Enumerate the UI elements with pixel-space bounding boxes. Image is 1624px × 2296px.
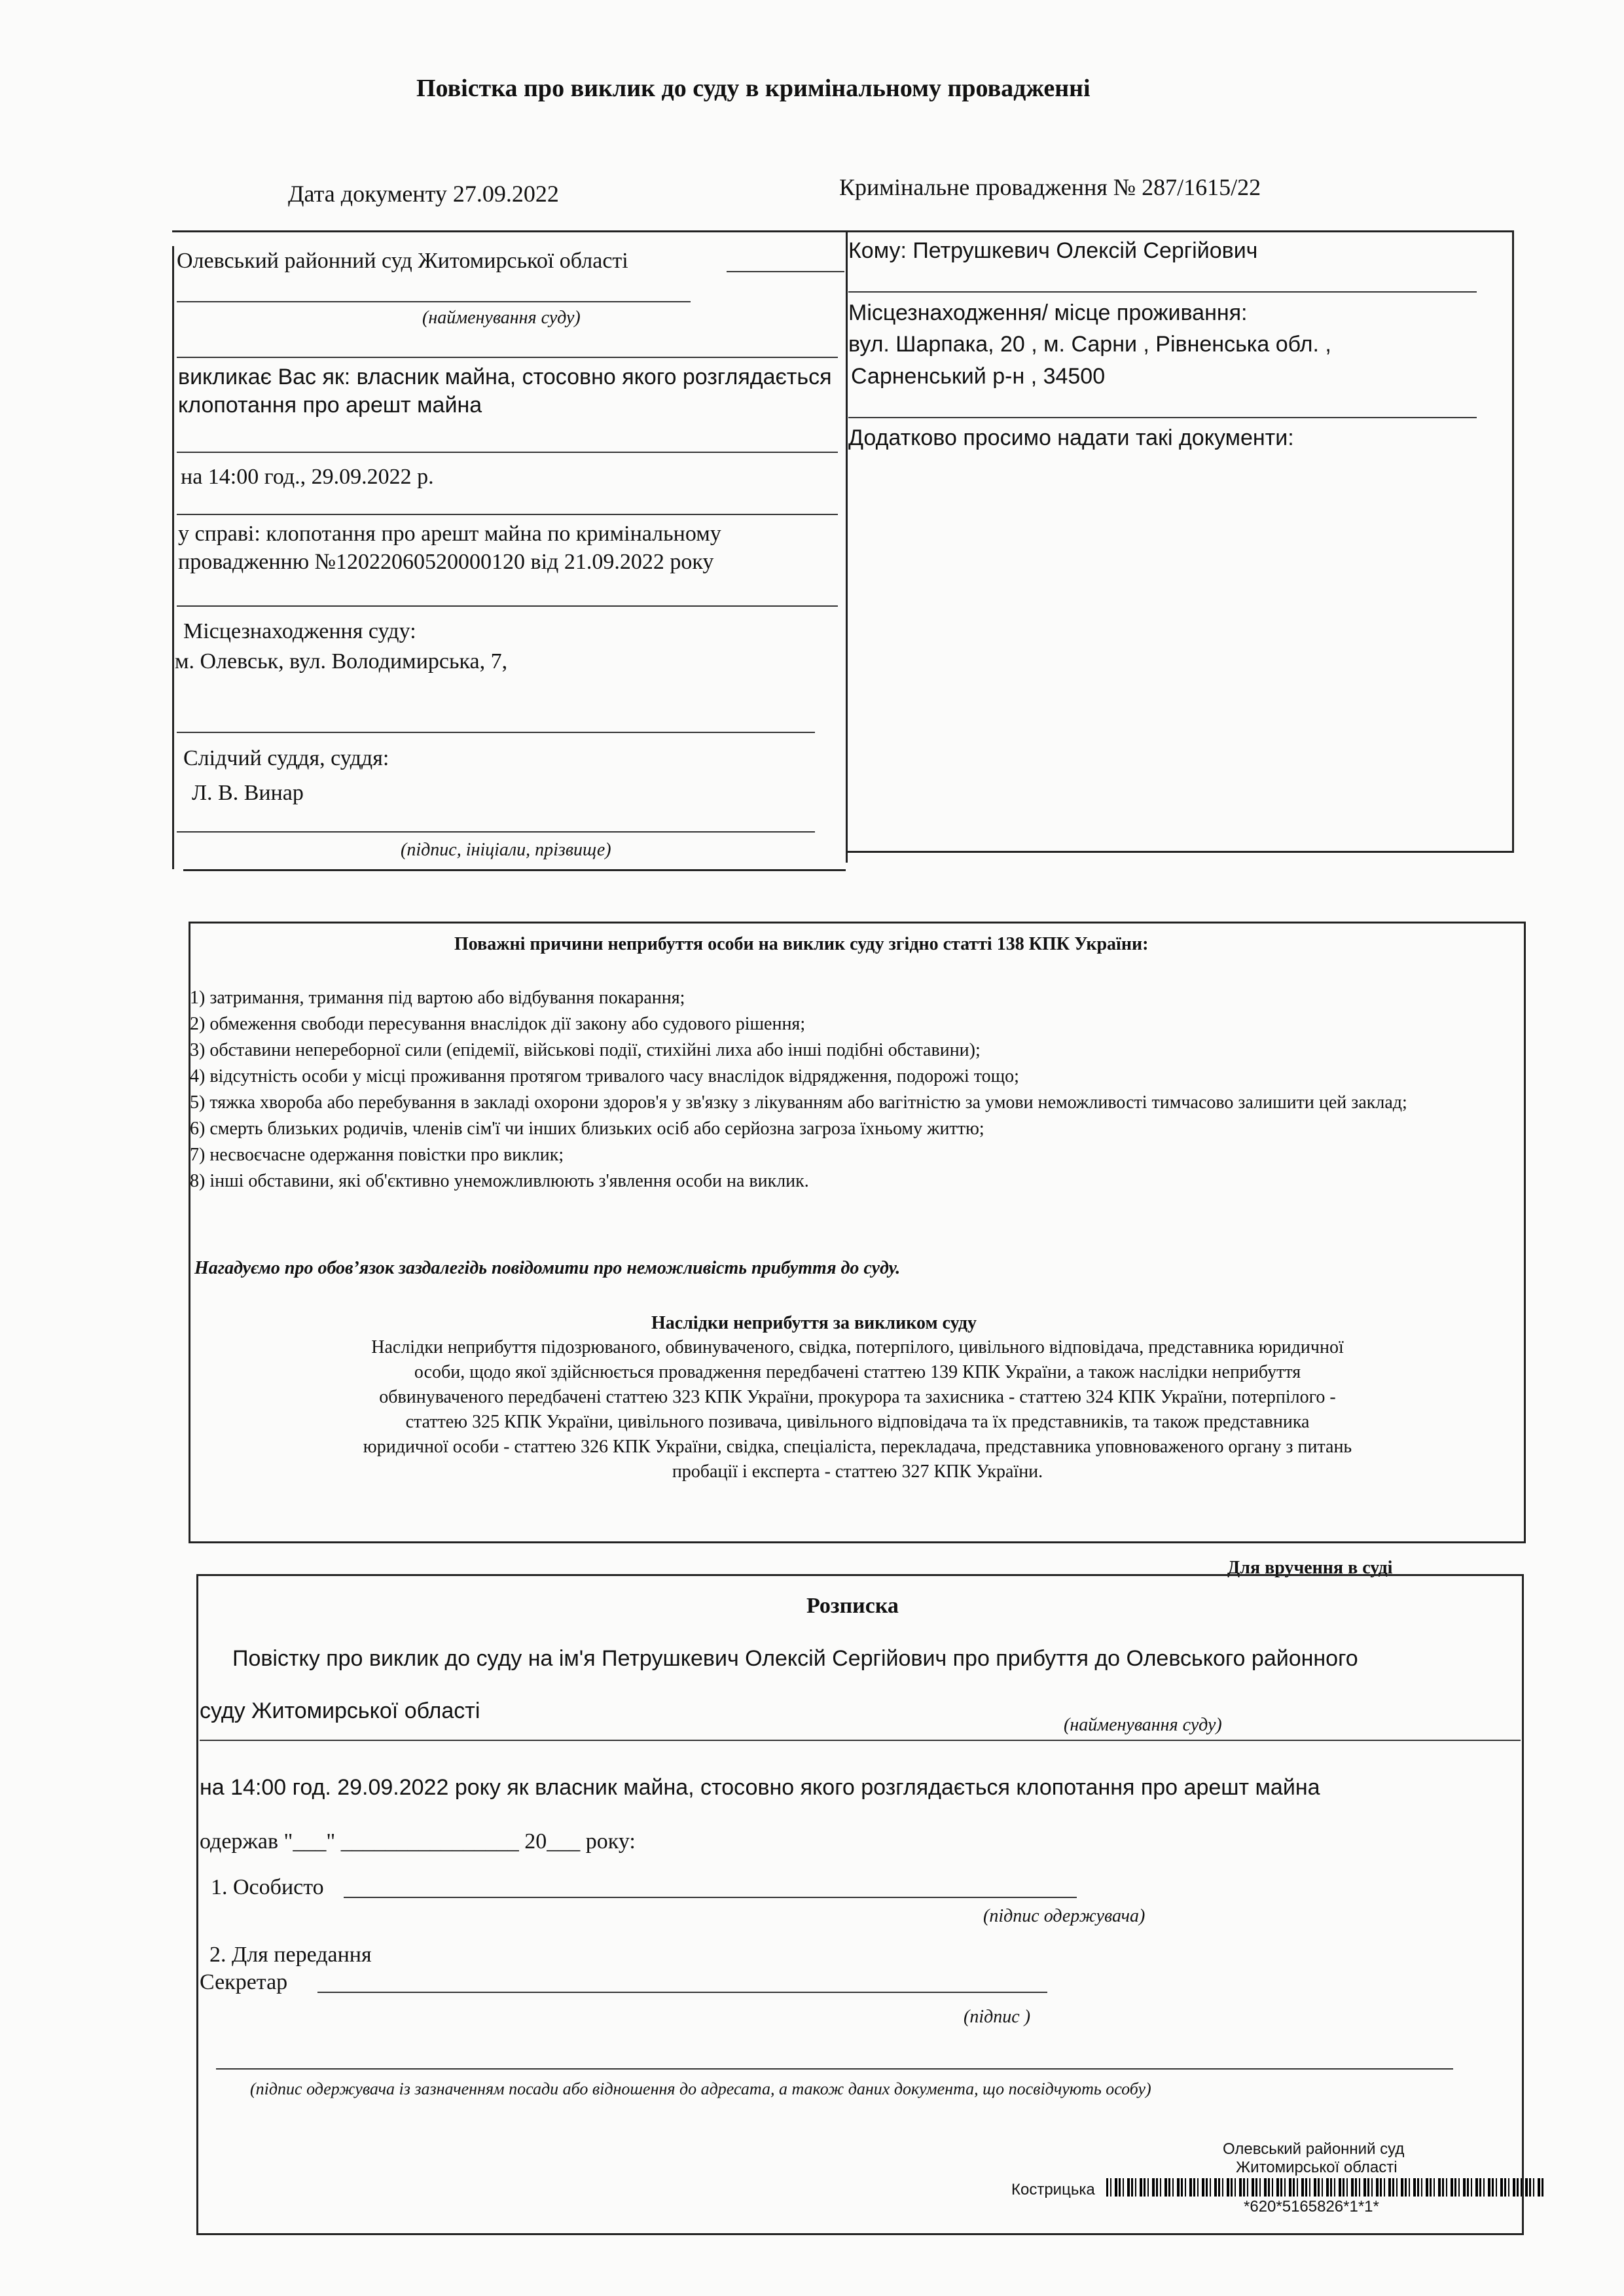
- transfer-label: 2. Для передання: [209, 1943, 372, 1967]
- consequences-text: [196, 1335, 1519, 1484]
- page-title: Повістка про виклик до суду в кримінальному провадженні: [416, 75, 1091, 102]
- consequences-heading: Наслідки неприбуття за викликом суду: [651, 1313, 977, 1333]
- received-date: одержав "___" ________________ 20___ року:: [200, 1829, 636, 1854]
- court-name-underline: [177, 301, 691, 302]
- summons-as: викликає Вас як: власник майна, стосовно якого розглядається клопотання про арешт майна: [178, 365, 832, 418]
- court-caption: (найменування суду): [422, 308, 581, 328]
- separator: [200, 1740, 1521, 1741]
- recipient: Кому: Петрушкевич Олексій Сергійович: [848, 238, 1258, 263]
- appearance-time: на 14:00 год., 29.09.2022 р.: [181, 465, 434, 489]
- list-item: 7) несвоєчасне одержання повістки про виклик;: [190, 1145, 564, 1165]
- top-border: [172, 230, 1514, 232]
- personally-label: 1. Особисто: [211, 1875, 324, 1899]
- list-item: 5) тяжка хвороба або перебування в закладі охорони здоров'я у зв'язку з лікуванням або вагітністю за умови неможливості тимчасово залишити цей заклад;: [190, 1092, 1407, 1113]
- bottom-caption: (підпис одержувача із зазначенням посади або відношення до адресата, а також даних документа, що посвідчують особу): [250, 2079, 1151, 2098]
- secretary-signature-line: [317, 1992, 1047, 1993]
- operator-name: Кострицька: [1011, 2181, 1095, 2198]
- consequences-line: статтею 325 КПК України, цивільного позивача, цивільного відповідача та їх представників, та також представника: [405, 1412, 1310, 1432]
- document-date: Дата документу 27.09.2022: [288, 181, 559, 207]
- left-border: [172, 246, 174, 869]
- left-bottom-border: [183, 869, 846, 871]
- receipt-title: Розписка: [806, 1594, 899, 1618]
- consequences-line: пробації і експерта - статтею 327 КПК України.: [672, 1462, 1043, 1482]
- receipt-box: [196, 1574, 1524, 2235]
- receipt-line-1: Повістку про виклик до суду на ім'я Петрушкевич Олексій Сергійович про прибуття до Олевського районного: [232, 1646, 1358, 1671]
- list-item: 6) смерть близьких родичів, членів сім'ї чи інших близьких осіб або серйозна загроза їхньому життю;: [190, 1119, 984, 1139]
- judge-label: Слідчий суддя, суддя:: [183, 746, 389, 770]
- bottom-signature-line: [216, 2068, 1453, 2070]
- barcode-icon: [1106, 2178, 1545, 2197]
- court-location-value: м. Олевськ, вул. Володимирська, 7,: [175, 649, 508, 673]
- judge-signature-line: [177, 831, 815, 833]
- court-name-underline-end: [727, 271, 844, 272]
- documents-request: Додатково просимо надати такі документи:: [848, 425, 1294, 450]
- consequences-line: юридичної особи - статтею 326 КПК України, свідка, спеціаліста, перекладача, представника уповноваженого органу з питань: [363, 1437, 1352, 1457]
- for-court-label: Для вручення в суді: [1227, 1558, 1393, 1578]
- list-item: 4) відсутність особи у місці проживання протягом тривалого часу внаслідок відрядження, подорожі тощо;: [190, 1066, 1019, 1086]
- consequences-line: обвинуваченого передбачені статтею 323 КПК України, прокурора та захисника - статтею 324 КПК України, потерпілого -: [379, 1387, 1336, 1407]
- receipt-line-3: на 14:00 год. 29.09.2022 року як власник майна, стосовно якого розглядається клопотання про арешт майна: [200, 1775, 1320, 1800]
- separator: [177, 357, 838, 358]
- reminder: Нагадуємо про обов’язок заздалегідь повідомити про неможливість прибуття до суду.: [194, 1258, 901, 1278]
- separator: [177, 452, 838, 453]
- receipt-line-2: суду Житомирської області: [200, 1698, 480, 1723]
- right-border: [1512, 230, 1514, 852]
- right-bottom-border: [846, 851, 1514, 853]
- reasons-heading: Поважні причини неприбуття особи на виклик суду згідно статті 138 КПК України:: [454, 934, 1149, 954]
- reasons-list: [190, 985, 1519, 1194]
- footer-court-line-1: Олевський районний суд: [1223, 2140, 1405, 2158]
- consequences-line: Наслідки неприбуття підозрюваного, обвинуваченого, свідка, потерпілого, цивільного відповідача, представника юридичної: [371, 1337, 1344, 1357]
- address-line-1: вул. Шарпака, 20 , м. Сарни , Рівненська обл. ,: [848, 332, 1331, 357]
- list-item: 1) затримання, тримання під вартою або відбування покарання;: [190, 988, 685, 1008]
- separator: [177, 605, 838, 607]
- separator: [177, 514, 838, 515]
- column-divider: [846, 230, 848, 863]
- separator: [848, 417, 1477, 418]
- separator: [848, 291, 1477, 293]
- judge-caption: (підпис, ініціали, прізвище): [401, 840, 611, 860]
- signature-caption: (підпис ): [964, 2007, 1031, 2027]
- secretary-label: Секретар: [200, 1970, 288, 1994]
- consequences-line: особи, щодо якої здійснюється провадження передбачені статтею 139 КПК України, а також наслідки неприбуття: [414, 1362, 1301, 1382]
- case-number: Кримінальне провадження № 287/1615/22: [839, 174, 1261, 200]
- address-label: Місцезнаходження/ місце проживання:: [848, 300, 1248, 325]
- separator: [177, 732, 815, 733]
- receipt-court-caption: (найменування суду): [1064, 1715, 1222, 1735]
- footer-court-line-2: Житомирської області: [1236, 2159, 1398, 2176]
- personally-signature-line: [344, 1897, 1077, 1898]
- list-item: 2) обмеження свободи пересування внаслідок дії закону або судового рішення;: [190, 1014, 806, 1034]
- court-name: Олевський районний суд Житомирської області: [177, 249, 628, 273]
- court-location-label: Місцезнаходження суду:: [183, 619, 416, 643]
- case-description: у справі: клопотання про арешт майна по кримінальному провадженню №12022060520000120 від 21.09.2022 року: [178, 522, 721, 574]
- recipient-signature-caption: (підпис одержувача): [983, 1906, 1146, 1926]
- list-item: 3) обставини непереборної сили (епідемії, військові події, стихійні лиха або інші подібні обставини);: [190, 1040, 981, 1060]
- list-item: 8) інші обставини, які об'єктивно унеможливлюють з'явлення особи на виклик.: [190, 1171, 809, 1191]
- address-line-2: Сарненський р-н , 34500: [851, 364, 1106, 389]
- barcode-number: *620*5165826*1*1*: [1244, 2198, 1379, 2215]
- judge-name: Л. В. Винар: [192, 781, 304, 805]
